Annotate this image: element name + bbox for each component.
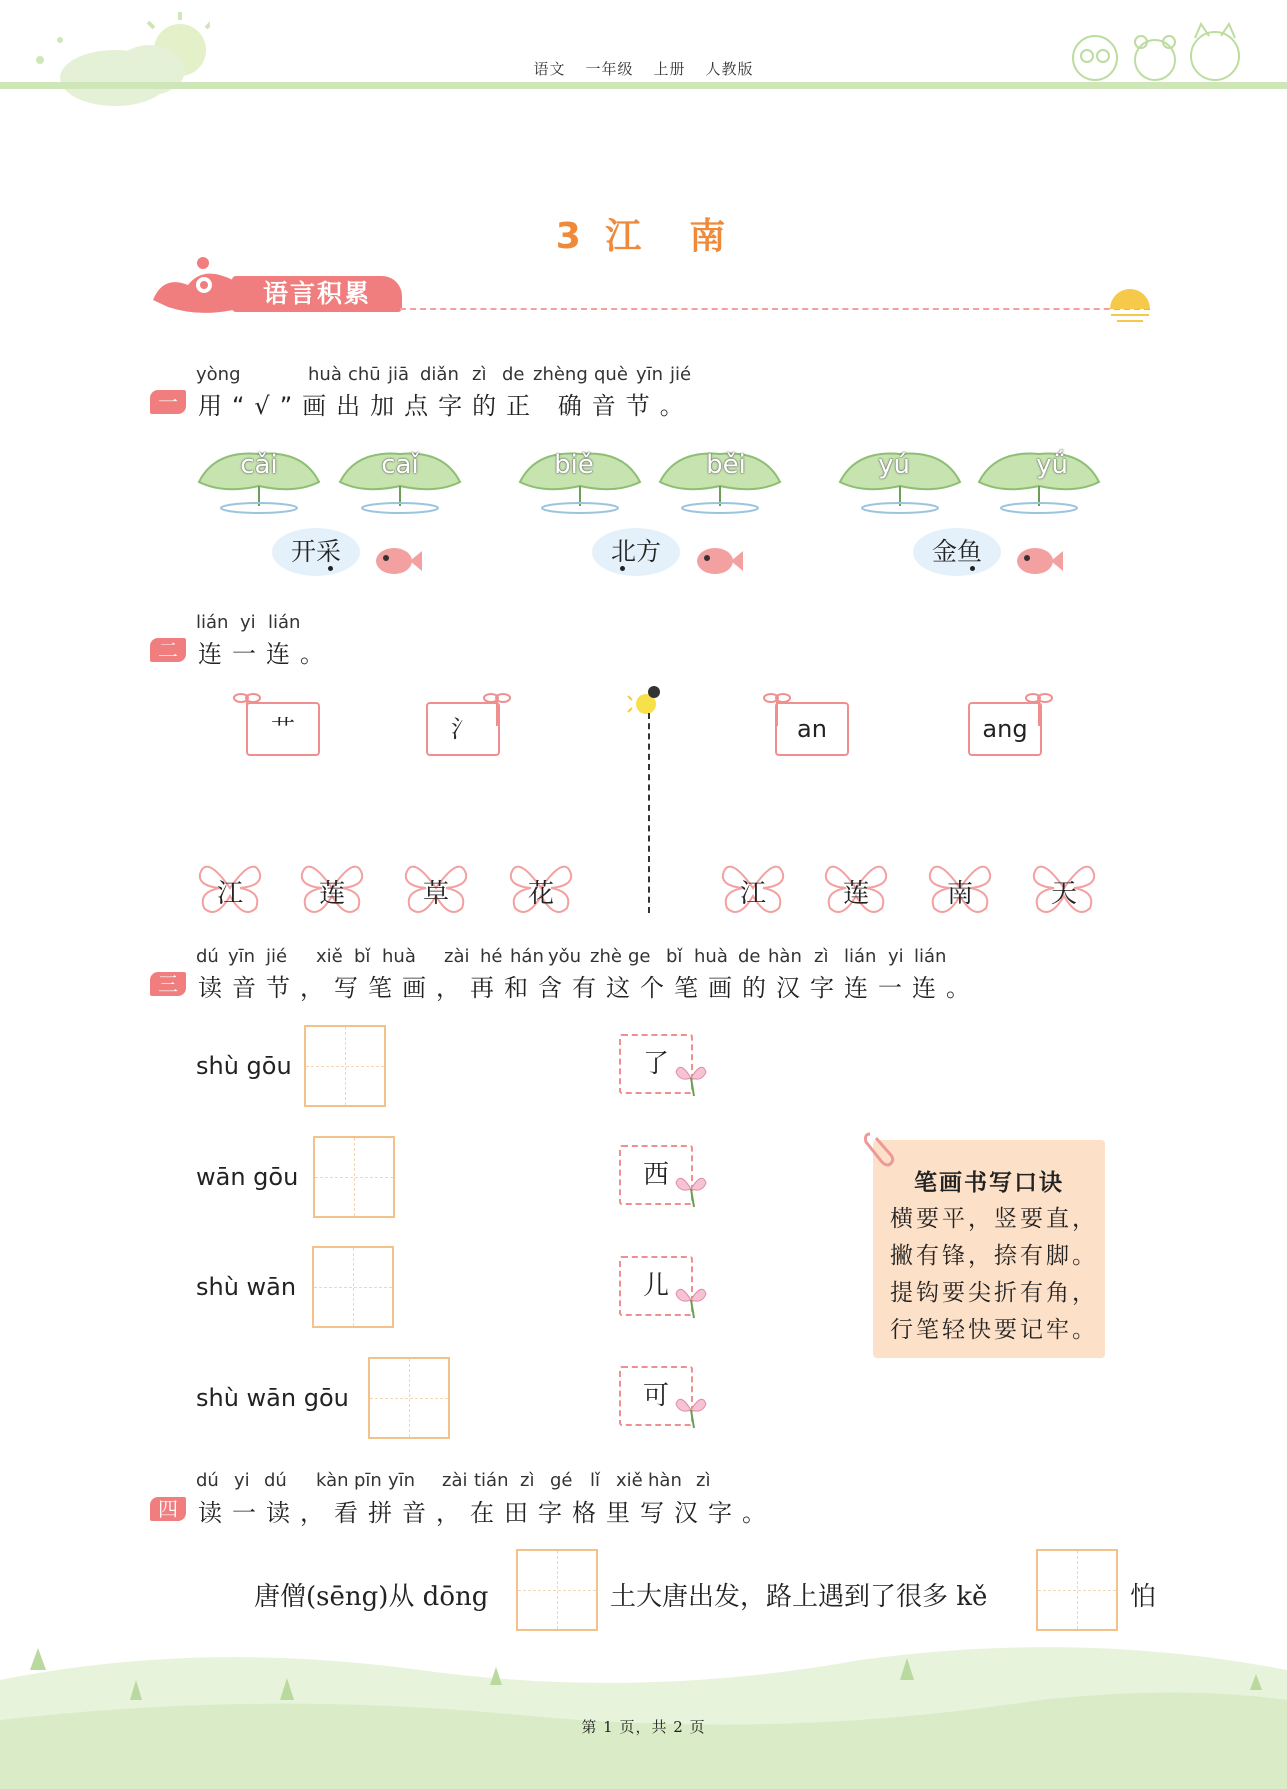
sentence-part1: 唐僧(sēng)从 dōng — [254, 1582, 489, 1612]
tian-zi-ge-box[interactable] — [1036, 1549, 1118, 1631]
q4-pinyin: dú — [196, 1470, 219, 1491]
q4-pinyin: zì — [696, 1470, 711, 1491]
char-box[interactable]: 了 — [619, 1034, 693, 1094]
stroke-name: wān gōu — [196, 1163, 299, 1191]
word-bubble: 北方 — [592, 528, 680, 576]
header-edition: 人教版 — [705, 60, 754, 78]
q4-number: 四 — [150, 1497, 186, 1521]
option-pinyin[interactable]: cǎi — [240, 450, 278, 480]
q1-pinyin: chū — [348, 364, 381, 385]
q3-pinyin: yi — [888, 946, 904, 967]
header-volume: 上册 — [653, 60, 686, 78]
q3-pinyin: zhè — [590, 946, 622, 967]
q1-number: 一 — [150, 390, 186, 414]
q4-pinyin: dú — [264, 1470, 287, 1491]
q4-pinyin: yīn — [388, 1470, 416, 1491]
q1-pinyin: yòng — [196, 364, 241, 385]
animal-faces-decoration — [1055, 20, 1255, 85]
q3-pinyin: bǐ — [666, 946, 683, 967]
lesson-title: 3 江 南 — [555, 216, 732, 257]
fish-icon — [1013, 543, 1063, 581]
radical-box[interactable]: 氵 — [426, 702, 500, 756]
char-option[interactable]: 花 — [527, 879, 554, 909]
sprout-icon — [482, 688, 512, 728]
q2-instruction: 连一连。 — [198, 640, 334, 668]
q3-pinyin: yīn — [228, 946, 256, 967]
q4-pinyin: zài — [442, 1470, 468, 1491]
q3-pinyin: bǐ — [354, 946, 371, 967]
q2-pinyin: lián — [268, 612, 301, 633]
word-bubble: 开采 — [272, 528, 360, 576]
q1-pinyin: huà — [308, 364, 342, 385]
q3-pinyin: yǒu — [548, 946, 582, 967]
char-box[interactable]: 儿 — [619, 1256, 693, 1316]
char-box[interactable]: 可 — [619, 1366, 693, 1426]
char-option[interactable]: 草 — [422, 879, 449, 909]
q1-pinyin: de — [502, 364, 525, 385]
flower-icon — [672, 1056, 710, 1098]
char-option[interactable]: 莲 — [318, 879, 345, 909]
sprout-icon — [232, 688, 262, 728]
q2-number: 二 — [150, 638, 186, 662]
char-option[interactable]: 江 — [739, 879, 766, 909]
q2-pinyin: yi — [240, 612, 256, 633]
q3-pinyin: lián — [844, 946, 877, 967]
tip-line: 横要平，竖要直， — [890, 1206, 1098, 1232]
q1-pinyin: zì — [472, 364, 487, 385]
q4-pinyin: gé — [550, 1470, 573, 1491]
q1-pinyin: què — [594, 364, 628, 385]
sunset-icon — [1105, 285, 1155, 325]
sentence-part3: 怕 — [1130, 1582, 1157, 1612]
q1-pinyin: zhèng — [533, 364, 588, 385]
divider-line — [648, 713, 650, 913]
char-option[interactable]: 莲 — [842, 879, 869, 909]
tip-line: 行笔轻快要记牢。 — [890, 1317, 1098, 1343]
flower-icon — [672, 1167, 710, 1209]
q3-pinyin: hán — [510, 946, 544, 967]
flower-icon — [672, 1388, 710, 1430]
sentence-part2: 土大唐出发，路上遇到了很多 kě — [610, 1582, 988, 1612]
stroke-name: shù wān gōu — [196, 1384, 349, 1412]
fish-icon — [693, 543, 743, 581]
tian-zi-ge-box[interactable] — [516, 1549, 598, 1631]
q3-pinyin: zì — [814, 946, 829, 967]
char-option[interactable]: 天 — [1050, 879, 1077, 909]
q2-pinyin: lián — [196, 612, 229, 633]
q3-pinyin: huà — [694, 946, 728, 967]
tian-zi-ge-box[interactable] — [312, 1246, 394, 1328]
sprout-icon — [1024, 688, 1054, 728]
q3-pinyin: lián — [914, 946, 947, 967]
fish-icon — [372, 543, 422, 581]
q4-instruction: 读一读，看拼音，在田字格里写汉字。 — [198, 1499, 776, 1527]
q3-pinyin: dú — [196, 946, 219, 967]
banner-divider — [400, 308, 1150, 310]
option-pinyin[interactable]: yǘ — [1036, 450, 1068, 480]
q3-pinyin: ge — [628, 946, 651, 967]
flower-icon — [672, 1278, 710, 1320]
final-box[interactable]: an — [775, 702, 849, 756]
char-option[interactable]: 南 — [946, 879, 973, 909]
q4-pinyin: lǐ — [590, 1470, 601, 1491]
tip-line: 提钩要尖折有角， — [890, 1280, 1098, 1306]
q1-instruction: 用“√”画出加点字的正 确音节。 — [198, 392, 694, 420]
hills-decoration — [0, 1640, 1287, 1789]
q4-pinyin: tián — [474, 1470, 509, 1491]
tian-zi-ge-box[interactable] — [368, 1357, 450, 1439]
header-subject: 语文 — [533, 60, 566, 78]
q3-pinyin: de — [738, 946, 761, 967]
q3-number: 三 — [150, 972, 186, 996]
tian-zi-ge-box[interactable] — [313, 1136, 395, 1218]
paperclip-icon — [862, 1128, 896, 1168]
emphasis-dot — [970, 566, 975, 571]
option-pinyin[interactable]: běi — [706, 450, 746, 480]
option-pinyin[interactable]: yú — [878, 450, 910, 480]
firefly-icon — [626, 684, 668, 720]
radical-box[interactable]: 艹 — [246, 702, 320, 756]
option-pinyin[interactable]: caǐ — [381, 450, 419, 480]
q3-pinyin: hàn — [768, 946, 802, 967]
q1-pinyin: jiā — [388, 364, 410, 385]
q4-pinyin: kàn — [316, 1470, 349, 1491]
stroke-name: shù wān — [196, 1273, 297, 1301]
q4-pinyin: zì — [520, 1470, 535, 1491]
page-footer: 第 1 页，共 2 页 — [581, 1718, 706, 1736]
stroke-name: shù gōu — [196, 1052, 292, 1080]
section-banner: 语言积累 — [232, 276, 402, 312]
tip-line: 撇有锋，捺有脚。 — [890, 1243, 1098, 1269]
char-option[interactable]: 江 — [216, 879, 243, 909]
sprout-icon — [762, 688, 792, 728]
q3-pinyin: jié — [266, 946, 288, 967]
emphasis-dot — [620, 566, 625, 571]
q4-pinyin: yi — [234, 1470, 250, 1491]
final-box[interactable]: ang — [968, 702, 1042, 756]
q4-pinyin: xiě — [616, 1470, 643, 1491]
tian-zi-ge-box[interactable] — [304, 1025, 386, 1107]
word-bubble: 金鱼 — [913, 528, 1001, 576]
q1-pinyin: yīn — [636, 364, 664, 385]
q1-pinyin: jié — [670, 364, 692, 385]
header-grade: 一年级 — [585, 60, 634, 78]
emphasis-dot — [328, 566, 333, 571]
q3-instruction: 读音节，写笔画，再和含有这个笔画的汉字连一连。 — [198, 974, 980, 1002]
q4-pinyin: hàn — [648, 1470, 682, 1491]
q3-pinyin: hé — [480, 946, 503, 967]
q3-pinyin: huà — [382, 946, 416, 967]
q3-pinyin: zài — [444, 946, 470, 967]
q4-pinyin: pīn — [354, 1470, 382, 1491]
char-box[interactable]: 西 — [619, 1145, 693, 1205]
q3-pinyin: xiě — [316, 946, 343, 967]
tip-title: 笔画书写口诀 — [914, 1170, 1064, 1196]
q1-pinyin: diǎn — [420, 364, 459, 385]
option-pinyin[interactable]: biě — [554, 450, 594, 480]
